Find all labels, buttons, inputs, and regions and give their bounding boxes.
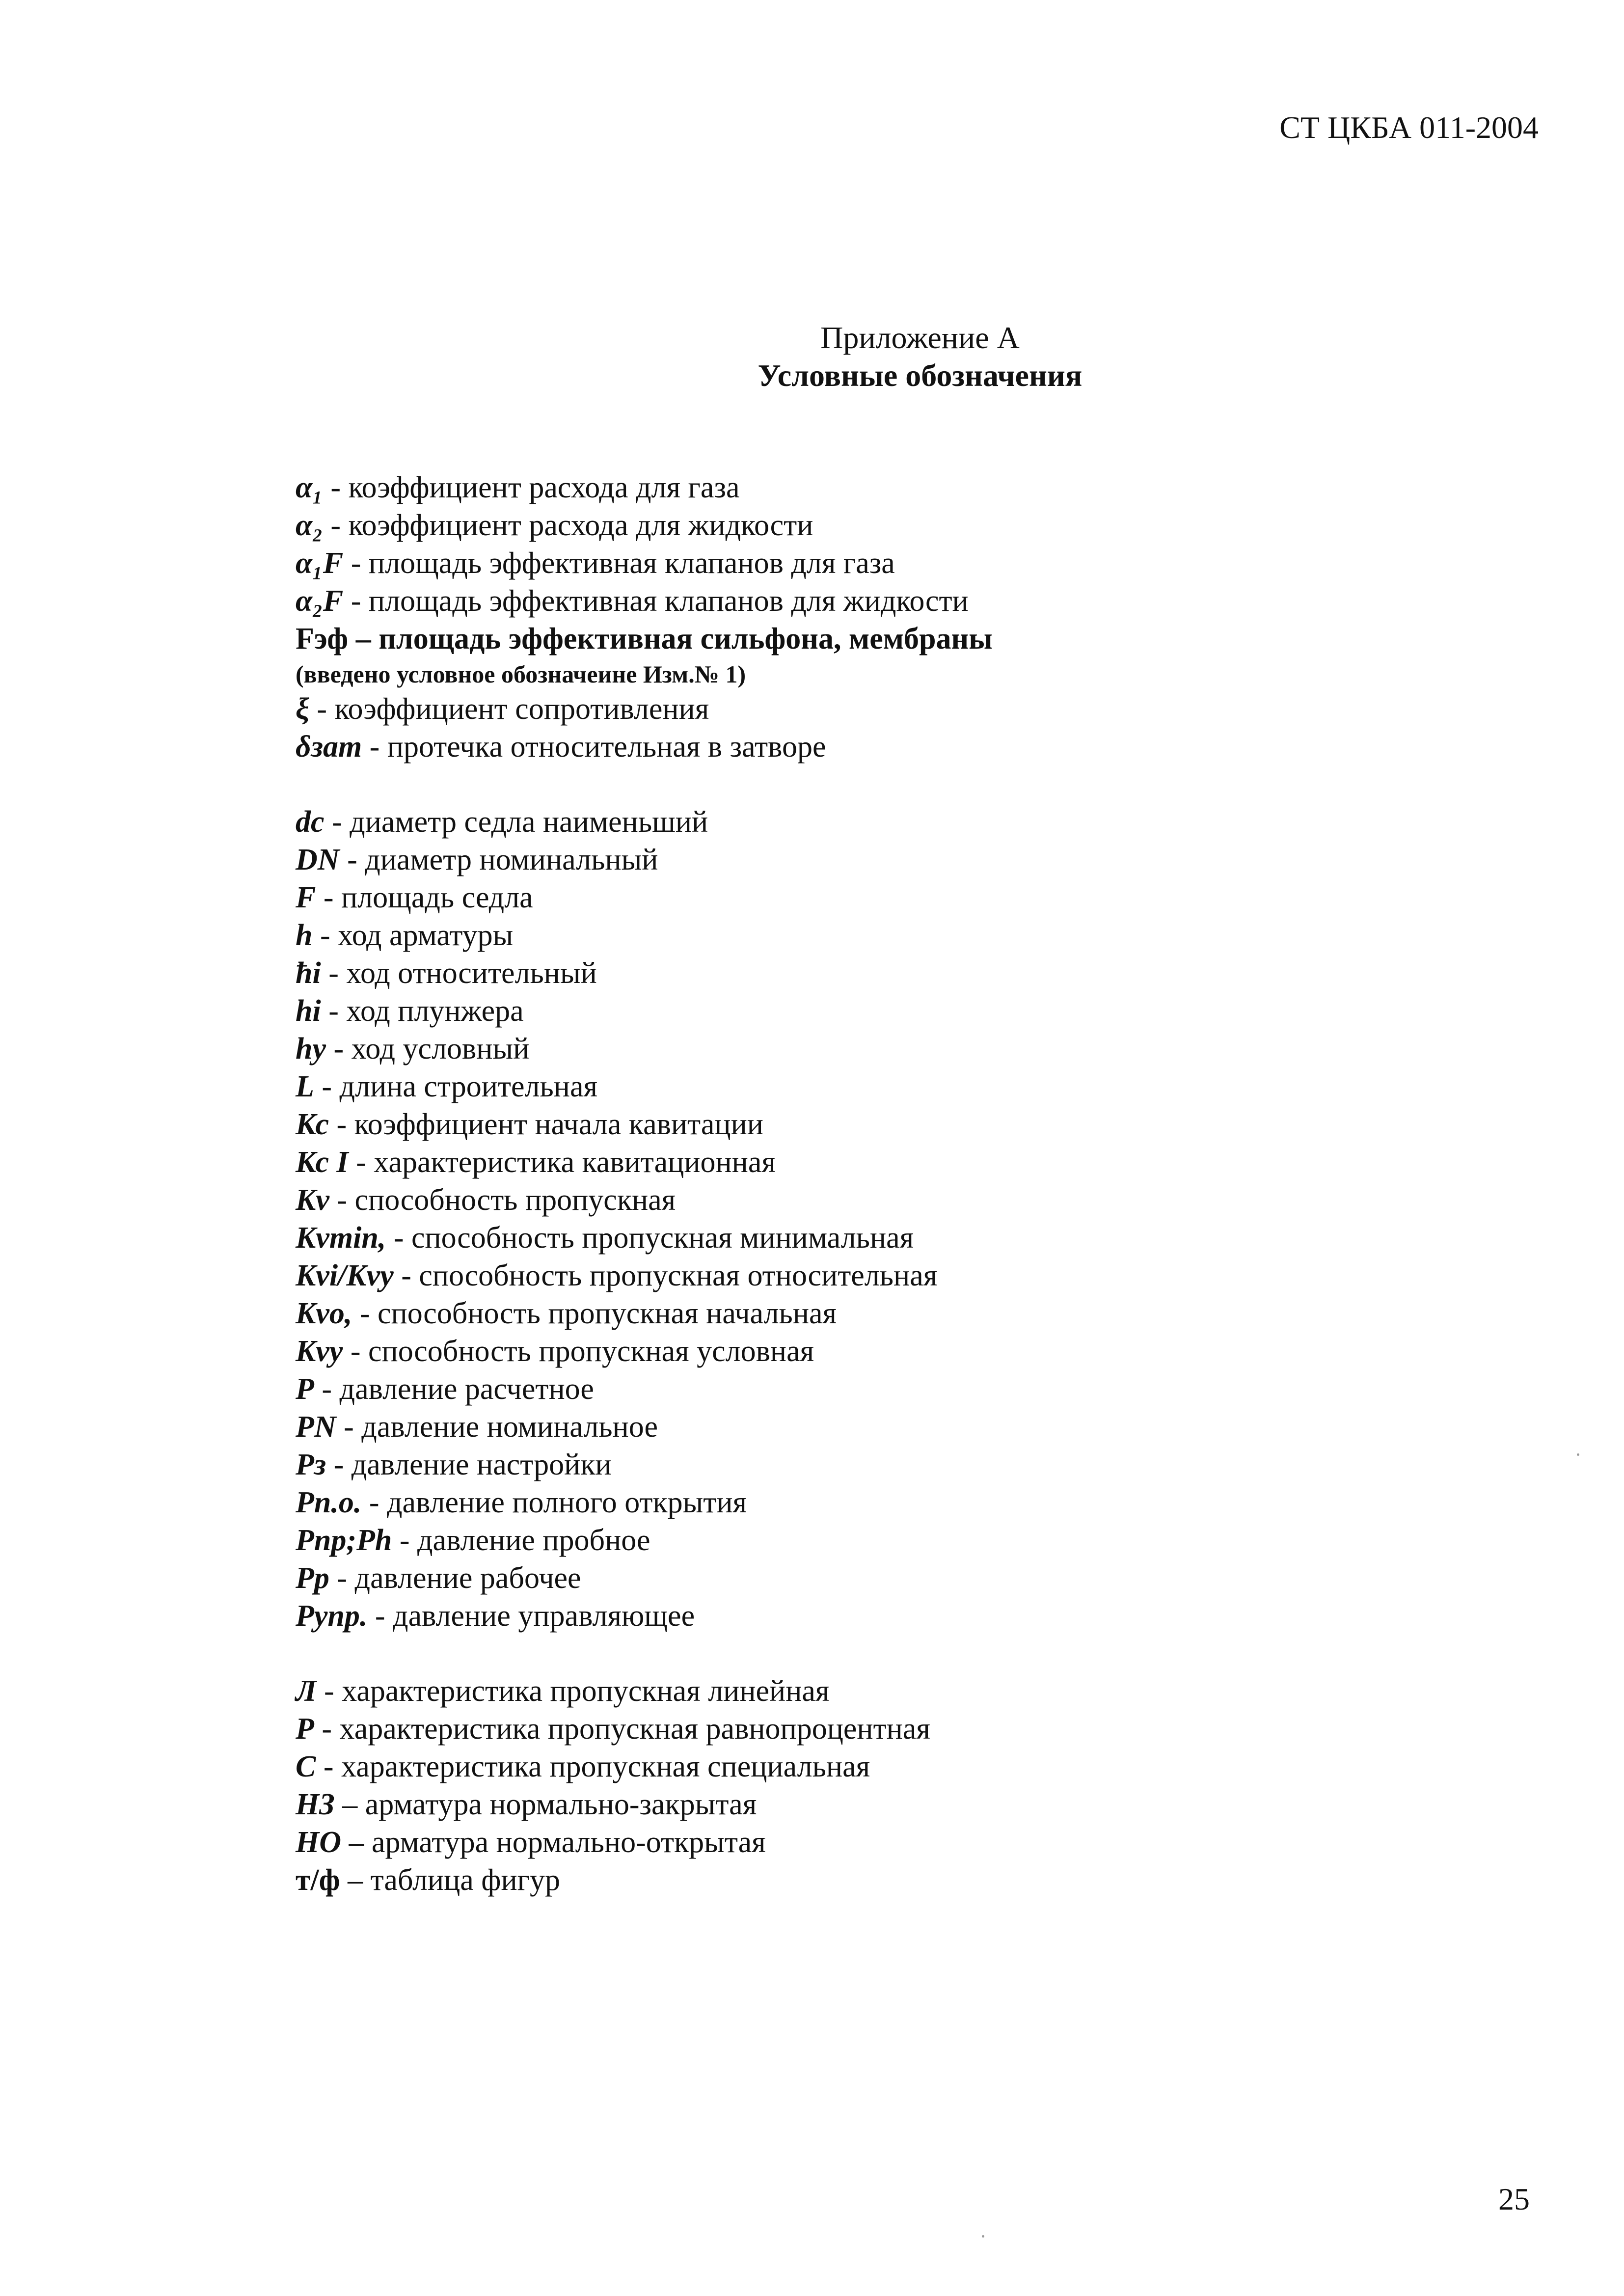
definition-text: - площадь седла [316,881,533,914]
definition-text: - диаметр седла наименьший [324,805,708,839]
definition-row [296,1522,993,1559]
definition-row [296,1484,993,1522]
definition-text: - площадь эффективная клапанов для жидкости [343,584,969,618]
definition-text: - ход плунжера [321,994,524,1028]
definition-row [296,469,993,507]
definition-text: - давление расчетное [314,1372,594,1406]
definition-text: - ход относительный [321,957,597,990]
definition-row [296,1446,993,1484]
definition-text: - давление номинальное [336,1410,658,1444]
definition-text: - давление полного открытия [361,1486,747,1519]
definition-row [296,728,993,766]
symbol: НЗ [296,1788,335,1821]
definition-text: - характеристика пропускная специальная [316,1750,870,1783]
definition-row [296,1257,993,1295]
definition-text: - давление настройки [326,1448,612,1481]
symbol: Л [296,1674,317,1708]
symbol: НО [296,1826,341,1859]
definition-text: - диаметр номинальный [339,843,658,876]
appendix-heading [0,319,1624,395]
definition-row [296,917,993,955]
symbol: т/ф [296,1863,340,1897]
definition-row [296,1333,993,1370]
symbol: PN [296,1410,336,1444]
scan-speck [982,2235,984,2238]
definition-text: - коэффициент сопротивления [309,692,709,726]
document-code: СТ ЦКБА 011-2004 [1279,110,1539,145]
definition-text: - способность пропускная условная [343,1335,814,1368]
definition-text: - характеристика кавитационная [348,1146,776,1179]
definition-row [296,992,993,1030]
definition-text: - длина строительная [314,1070,597,1103]
appendix-label: Приложение А [820,320,1020,355]
definition-row [296,1408,993,1446]
symbol: DN [296,843,340,876]
definition-text: – арматура нормально-закрытая [334,1788,757,1821]
symbol: Рпр;Рh [296,1524,392,1557]
definition-text: - ход условный [326,1032,530,1066]
definition-row [296,1295,993,1333]
symbol: ξ [296,692,309,726]
symbol: α₂ [296,509,323,542]
symbol: Kvo, [296,1297,352,1330]
symbol: Kv [296,1183,329,1217]
symbol: hy [296,1032,326,1066]
spacer [296,1635,993,1672]
symbol: α₁F [296,547,344,580]
definition-row [296,1824,993,1861]
definition-row [296,1748,993,1786]
symbol: Рр [296,1561,329,1595]
definition-row [296,1559,993,1597]
definition-row [296,1710,993,1748]
symbol: F [296,881,316,914]
definition-text: - давление пробное [392,1524,650,1557]
definition-text: – арматура нормально-открытая [341,1826,766,1859]
symbol: α₁ [296,471,323,504]
definition-text: - способность пропускная [329,1183,676,1217]
definition-text: - давление управляющее [367,1599,695,1633]
definition-text: - коэффициент расхода для жидкости [323,509,813,542]
definition-text: - способность пропускная начальная [352,1297,837,1330]
appendix-title: Условные обозначения [758,357,1083,393]
definition-text: - ход арматуры [312,919,514,952]
definition-row [296,1144,993,1181]
definition-text: - способность пропускная относительная [393,1259,938,1292]
definition-row [296,955,993,992]
definition-row [296,1861,993,1899]
symbol: Рз [296,1448,326,1481]
symbol: α₂F [296,584,344,618]
definition-row [296,1786,993,1824]
symbol: L [296,1070,314,1103]
spacer [296,766,993,803]
definition-text: - давление рабочее [329,1561,581,1595]
symbol: Кс I [296,1146,349,1179]
definition-row [296,841,993,879]
definition-row [296,1672,993,1710]
symbol: С [296,1750,316,1783]
definition-row [296,1181,993,1219]
symbol: dc [296,805,325,839]
definition-row [296,1030,993,1068]
symbol: δзат [296,730,362,764]
symbol: Руnр. [296,1599,368,1633]
definition-row [296,582,993,620]
symbol: ħi [296,957,321,990]
definition-row [296,507,993,545]
definition-row [296,803,993,841]
definition-text: - способность пропускная минимальная [386,1221,914,1255]
page-number: 25 [1498,2182,1530,2216]
symbol: Kvy [296,1335,343,1368]
symbol: h [296,919,313,952]
amendment-note: (введено условное обозначеине Изм.№ 1) [296,660,746,688]
definition-text: – таблица фигур [340,1863,561,1897]
definition-row [296,545,993,582]
definition-row [296,1370,993,1408]
definition-text: – площадь эффективная сильфона, мембраны [348,622,993,656]
definition-row [296,1106,993,1144]
symbols-list [296,469,993,1899]
definition-row [296,1597,993,1635]
symbol: Fэф [296,622,349,656]
definition-row [296,620,993,658]
definition-text: - коэффициент начала кавитации [329,1108,763,1141]
symbol: Kvmin, [296,1221,386,1255]
definition-text: - коэффициент расхода для газа [323,471,740,504]
symbol: hi [296,994,321,1028]
symbol: P [296,1372,314,1406]
scan-speck [1577,1453,1579,1456]
definition-row [296,1219,993,1257]
symbol: Kvi/Kvy [296,1259,394,1292]
definition-text: - характеристика пропускная равнопроцентная [314,1712,930,1746]
symbol: Рп.о. [296,1486,362,1519]
definition-row [296,690,993,728]
definition-row [296,1068,993,1106]
symbol: Р [296,1712,314,1746]
definition-text: - протечка относительная в затворе [362,730,826,764]
definition-text: - характеристика пропускная линейная [316,1674,830,1708]
definition-text: - площадь эффективная клапанов для газа [343,547,895,580]
definition-row [296,879,993,917]
symbol: Кс [296,1108,329,1141]
